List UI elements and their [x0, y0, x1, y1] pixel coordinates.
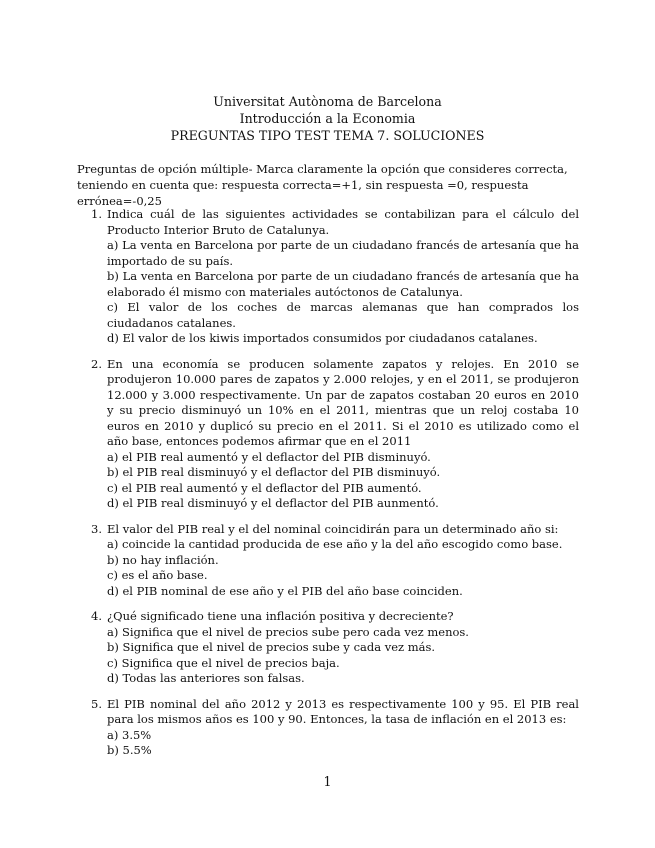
answer-option: b) el PIB real disminuyó y el deflactor del PIB disminuyó. [107, 465, 441, 479]
question-item [77, 522, 579, 600]
answer-option: a) Significa que el nivel de precios sube pero cada vez menos. [107, 624, 469, 639]
answer-option: b) 5.5% [107, 743, 152, 757]
question-text: Indica cuál de las siguientes actividades se contabilizan para el cálculo del Producto Interior Bruto de Catalunya. [107, 207, 579, 237]
answer-option: d) el PIB real disminuyó y el deflactor del PIB aunmentó. [107, 496, 439, 510]
question-number: 2. [91, 356, 102, 371]
instructions-paragraph: Preguntas de opción múltiple- Marca claramente la opción que consideres correcta, teniendo en cuenta que: respuesta correcta=+1, sin respuesta =0, respuesta errónea=-0,25 [77, 162, 568, 208]
question-item [77, 207, 579, 347]
question-number: 4. [91, 609, 102, 623]
question-text: En una economía se producen solamente zapatos y relojes. En 2010 se produjeron 10.000 pares de zapatos y 2.000 relojes, y en el 2011, se produjeron 12.000 y 3.000 respectivamente. Un par de zapatos costaban 20 euros en 2010 y su precio disminuyó un 10% en el 2011, mientras que un reloj costaba 10 euros en 2010 y duplicó su precio en el 2011. Si el 2010 es utilizado como el año base, entonces podemos afirmar que en el 2011 [107, 356, 579, 448]
question-text: ¿Qué significado tiene una inflación positiva y decreciente? [107, 609, 454, 623]
document-title: PREGUNTAS TIPO TEST TEMA 7. SOLUCIONES [170, 128, 485, 143]
question-item [77, 357, 579, 512]
page-number: 1 [323, 774, 332, 789]
answer-option: c) El valor de los coches de marcas alemanas que han comprados los ciudadanos catalanes. [107, 300, 579, 330]
answer-option: c) es el año base. [107, 568, 208, 582]
question-number: 5. [91, 696, 102, 711]
answer-option: d) Todas las anteriores son falsas. [107, 671, 305, 685]
answer-option: a) La venta en Barcelona por parte de un ciudadano francés de artesanía que ha importado de su país. [107, 238, 579, 268]
answer-option: b) La venta en Barcelona por parte de un ciudadano francés de artesanía que ha elaborado él mismo con materiales autóctonos de Catalunya. [107, 269, 579, 299]
answer-option: b) no hay inflación. [107, 552, 219, 567]
university-name: Universitat Autònoma de Barcelona [213, 94, 442, 109]
question-number: 3. [91, 521, 102, 536]
question-item [77, 697, 579, 759]
answer-option: b) Significa que el nivel de precios sube y cada vez más. [107, 640, 436, 654]
answer-option: a) coincide la cantidad producida de ese año y la del año escogido como base. [107, 537, 563, 551]
question-item [77, 609, 579, 687]
question-list [77, 207, 579, 769]
document-header [0, 93, 655, 144]
answer-option: d) el PIB nominal de ese año y el PIB del año base coinciden. [107, 583, 463, 598]
question-number: 1. [91, 207, 102, 221]
answer-option: c) Significa que el nivel de precios baja. [107, 655, 340, 670]
answer-option: d) El valor de los kiwis importados consumidos por ciudadanos catalanes. [107, 331, 538, 345]
answer-option: c) el PIB real aumentó y el deflactor del PIB aumentó. [107, 480, 422, 495]
answer-option: a) el PIB real aumentó y el deflactor del PIB disminuyó. [107, 449, 431, 464]
question-text: El PIB nominal del año 2012 y 2013 es respectivamente 100 y 95. El PIB real para los mismos años es 100 y 90. Entonces, la tasa de inflación en el 2013 es: [107, 696, 579, 726]
course-name: Introducción a la Economia [239, 111, 416, 126]
answer-option: a) 3.5% [107, 727, 152, 742]
question-text: El valor del PIB real y el del nominal coincidirán para un determinado año si: [107, 521, 559, 536]
